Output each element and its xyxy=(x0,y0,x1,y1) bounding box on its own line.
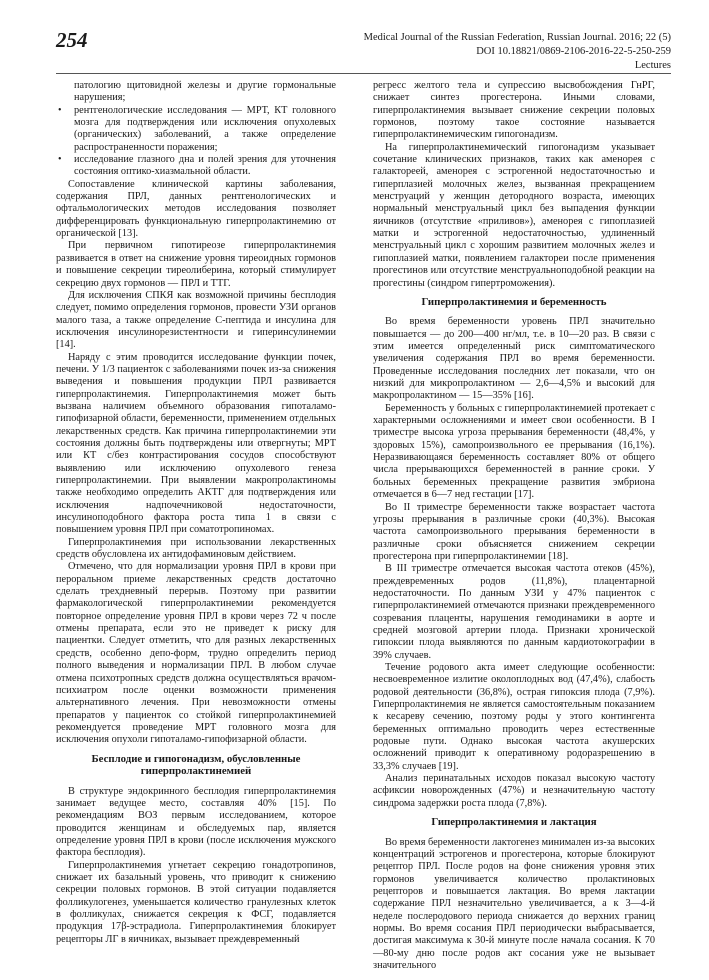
section-heading: Бесплодие и гипогонадизм, обусловленные гиперпролактинемией xyxy=(91,752,301,778)
running-header xyxy=(364,31,671,73)
paragraph: Гиперпролактинемия при использовании лекарственных средств обусловлена их антидофаминовым действием. xyxy=(56,536,336,561)
paragraph: Гиперпролактинемия угнетает секрецию гонадотропинов, снижает их базальный уровень, что приводит к снижению секреции половых гормонов. В этой ситуации подавляется фолликулогенез, уменьшается количество гранулезных клеток в фолликулах, снижается секреция к ФСГ, подавляется продукция 17β-эстрадиола. Гиперпролактинемия блокирует рецепторы ЛГ в яичниках, вызывает преждевременный xyxy=(56,859,336,945)
paragraph: В структуре эндокринного бесплодия гиперпролактинемия занимает ведущее место, составляя 40% [15]. По рекомендациям ВОЗ первым исследованием, которое проводится женщинам и обследуемых пар, является определение уровня ПРЛ в крови (после исключения мужского фактора бесплодия). xyxy=(56,785,336,859)
paragraph: Во время беременности лактогенез минимален из-за высоких концентраций эстрогенов и прогестерона, которые блокируют рецептор ПРЛ. После родов на фоне снижения уровня этих гормонов увеличивается количество пролактиновых рецепторов и повышается лактация. Во время лактации содержание ПРЛ незначительно увеличивается, а к 3—4-й неделе послеродового периода снижается до верхних границ нормы. Во время сосания ПРЛ периодически выбрасывается, достигая максимума к 30-й минуте после начала сосания. К 70—80-му дню после родов акт сосания уже не вызывает значительного xyxy=(373,836,655,972)
page-number: 254 xyxy=(56,28,88,52)
right-column xyxy=(373,80,655,972)
paragraph: Наряду с этим проводится исследование функции почек, печени. У 1/3 пациенток с заболеваниями почек из-за снижения выведения и повышения продукции ПРЛ развивается гиперпролактинемия. Гиперпролактинемия может быть вызвана наличием объемного образования гипоталамо-гипофизарной области, беременности, применением отдельных лекарственных средств. Как причина гиперпролактинемии эти состояния должны быть подтверждены или отвергнуты; МРТ или КТ с/без контрастирования сосудов способствуют выявлению или исключению опухолевого генеза гиперпролактинемии. При выявлении макропролактиномы также необходимо определить АКТГ для подтверждения или исключения надпочечниковой недостаточности, инсулиноподобного фактора роста типа 1 в связи с повышением уровня ПРЛ при соматотропиномах. xyxy=(56,351,336,536)
list-item: • рентгенологические исследования — МРТ, КТ головного мозга для подтверждения или исключения опухолевых (органических) заболеваний, а также определение распространенности поражения; xyxy=(74,105,336,154)
paragraph: Сопоставление клинической картины заболевания, содержания ПРЛ, данных рентгенологических и офтальмологических методов исследования позволяет дифференцировать функциональную гиперпролактинемию от органической [13]. xyxy=(56,178,336,240)
doi: DOI 10.18821/0869-2106-2016-22-5-250-259 xyxy=(476,46,671,57)
bullet-list xyxy=(56,105,336,179)
section-heading: Гиперпролактинемия и беременность xyxy=(421,295,607,308)
paragraph: Отмечено, что для нормализации уровня ПРЛ в крови при пероральном приеме лекарственных средств достаточно сделать трехдневный перерыв. Поэтому при развитии фармакологической гиперпролактинемии рекомендуется повторное определение уровня ПРЛ в крови через 72 ч после отмены препарата, если это не приведет к риску для пациентки. Следует отметить, что для разных лекарственных средств, особенно депо-форм, трудно определить период полного выведения и нормализации ПРЛ. В любом случае отмена психотропных средств должна осуществляться врачом-психиатром после оценки возможности применения альтернативного лечения. При невозможности отмены препаратов у пациенток со стойкой гиперпролактинемией рекомендуется проведение МРТ головного мозга для исключения опухоли гипоталамо-гипофизарной области. xyxy=(56,561,336,746)
paragraph: Течение родового акта имеет следующие особенности: несвоевременное излитие околоплодных вод (47,4%), слабость родовой деятельности (36,8%), острая гипоксия плода (7,9%). Гиперпролактинемия не является самостоятельным показанием к кесареву сечению, поэтому роды у этого контингента беременных оптимально проводить через естественные родовые пути. Однако высокая частота акушерских осложнений приводит к оперативному родоразрешению в 33,3% случаев [19]. xyxy=(373,661,655,772)
paragraph: патологию щитовидной железы и другие гормональные нарушения; xyxy=(74,80,336,104)
section-heading: Гиперпролактинемия и лактация xyxy=(431,816,597,829)
paragraph: Во время беременности уровень ПРЛ значительно повышается — до 200—400 нг/мл, т.е. в 10—20 раз. В связи с этим имеется определенный риск симптоматического увеличения содержания ПРЛ во время беременности. Проведенные исследования последних лет показали, что он низкий для микропролактином — 2,6—4,5% и высокий для макропролактином — 15—35% [16]. xyxy=(373,316,655,402)
left-column xyxy=(56,80,336,946)
list-item: • исследование глазного дна и полей зрения для уточнения состояния оптико-хиазмальной области. xyxy=(74,154,336,179)
journal-title: Medical Journal of the Russian Federation, Russian Journal. 2016; 22 (5) xyxy=(363,32,671,43)
paragraph: Во II триместре беременности также возрастает частота угрозы прерывания в различные сроки (40,3%). Высокая частота самопроизвольного прерывания беременности в различные сроки объясняется снижением секреции прогестерона при гиперпролактинемии [18]. xyxy=(373,501,655,562)
paragraph: Беременность у больных с гиперпролактинемией протекает с характерными осложнениями и имеет свои особенности. В I триместре высока угроза прерывания беременности (48,4%, у здоровых 15%), самопроизвольного ее прерывания (16,1%). Неразвивающаяся беременность составляет 80% от общего числа прерывающихся беременностей в ранние сроки. У больных беременных прекращение развития эмбриона отмечается в 6—7 нед гестации [17]. xyxy=(373,402,655,501)
paragraph: Для исключения СПКЯ как возможной причины бесплодия следует, помимо определения гормонов, провести УЗИ органов малого таза, а также определение С-пептида и инсулина для исключения инсулинорезистентности и гиперинсулинемии [14]. xyxy=(56,289,336,351)
section-label: Lectures xyxy=(634,60,671,71)
paragraph: На гиперпролактинемический гипогонадизм указывает сочетание клинических признаков, таких как аменорея с галактореей, аменорея с эстрогенной недостаточностью и гиперплазией молочных желез, вызванная прекращением менструаций у женщин детородного возраста, имеющих нормальный менструальный цикл без выпадения функции яичников (отсутствие «приливов»), аменорея с гипоплазией матки и эстрогенной недостаточностью, удлиненный менструальный цикл с хорошим развитием молочных желез и гипоплазией матки, появлением галактореи после применения прогестинов или отсутствие менструальноподобной реакции на прогестины (синдром гипертроможения). xyxy=(373,141,655,289)
paragraph: Анализ перинатальных исходов показал высокую частоту асфиксии новорожденных (47%) и незначительную частоту синдрома задержки роста плода (7,8%). xyxy=(373,773,655,809)
header-rule xyxy=(56,73,671,74)
paragraph: В III триместре отмечается высокая частота отеков (45%), преждевременных родов (11,8%), плацентарной недостаточности. По данным УЗИ у 47% пациенток с гиперпролактинемией отмечаются признаки преждевременного созревания плаценты, нарушения гемодинамики в аорте и средней мозговой артерии плода. Признаки хронической гипоксии плода выявляются по данным кардиотокографии в 39% случаев. xyxy=(373,563,655,661)
paragraph: регресс желтого тела и супрессию высвобождения ГнРГ, снижает синтез прогестерона. Иными словами, гиперпролактинемия вызывает снижение секреции половых гормонов, поэтому такое состояние называется гиперпролактинемическим гипогонадизм. xyxy=(373,80,655,141)
paragraph: При первичном гипотиреозе гиперпролактинемия развивается в ответ на снижение уровня тиреоидных гормонов и повышение секреции тиреолиберина, который стимулирует секрецию двух гормонов — ПРЛ и ТТГ. xyxy=(56,240,336,289)
